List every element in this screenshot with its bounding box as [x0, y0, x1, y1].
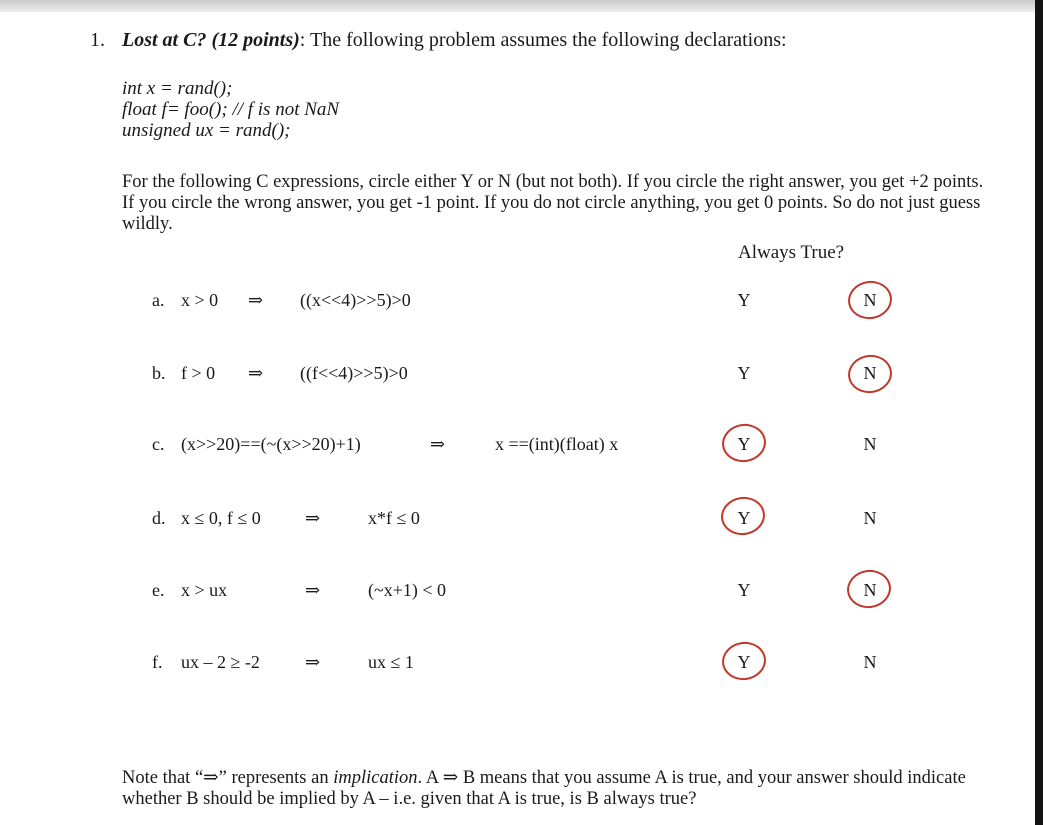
question-conclusion: x ==(int)(float) x: [495, 434, 619, 454]
problem-intro: The following problem assumes the following declarations:: [305, 29, 787, 51]
column-header-always-true: Always True?: [738, 242, 845, 263]
answer-n[interactable]: N: [863, 580, 877, 600]
answer-n[interactable]: N: [863, 508, 877, 528]
question-conclusion: ((x<<4)>>5)>0: [300, 290, 411, 310]
answer-y[interactable]: Y: [737, 652, 751, 672]
question-conclusion: x*f ≤ 0: [368, 508, 420, 528]
question-label: f.: [152, 652, 163, 672]
problem-title: Lost at C? (12 points): [122, 29, 300, 51]
note-text-start: Note that “⇒” represents an: [122, 768, 334, 788]
answer-y[interactable]: Y: [737, 508, 751, 528]
answer-y[interactable]: Y: [737, 363, 751, 383]
problem-heading: [90, 29, 787, 52]
answer-circle-mark: [720, 421, 769, 465]
declarations-block: [122, 78, 339, 141]
implies-arrow: ⇒: [305, 580, 321, 600]
answer-y[interactable]: Y: [737, 434, 751, 454]
answer-circle-mark: [720, 639, 769, 683]
question-premise: x > 0: [181, 290, 219, 310]
answer-circle-mark: [845, 567, 894, 611]
answer-y[interactable]: Y: [737, 290, 751, 310]
implication-note: [122, 768, 982, 810]
question-conclusion: (~x+1) < 0: [368, 580, 447, 600]
question-premise: x > ux: [181, 580, 228, 600]
problem-title-colon: :: [299, 29, 306, 51]
answer-n[interactable]: N: [863, 363, 877, 383]
answer-circle-mark: [846, 352, 895, 396]
answer-n[interactable]: N: [863, 290, 877, 310]
problem-number: 1.: [90, 29, 105, 51]
window-right-edge: [1035, 0, 1043, 825]
question-label: b.: [152, 363, 166, 383]
implies-arrow: ⇒: [305, 508, 321, 528]
question-conclusion: ((f<<4)>>5)>0: [300, 363, 408, 383]
question-premise: x ≤ 0, f ≤ 0: [181, 508, 261, 528]
answer-circle-mark: [719, 494, 768, 538]
declaration-line: float f= foo(); // f is not NaN: [122, 99, 340, 120]
question-premise: ux – 2 ≥ -2: [181, 652, 260, 672]
question-label: e.: [152, 580, 165, 600]
question-premise: f > 0: [181, 363, 216, 383]
instructions-text: For the following C expressions, circle either Y or N (but not both). If you circle the right answer, you get +2 points. If you circle the wrong answer, you get -1 point. If you do not circle anything, you get 0 points. So do not just guess wildly.: [122, 172, 984, 234]
declaration-line: int x = rand();: [122, 78, 233, 99]
answer-y[interactable]: Y: [737, 580, 751, 600]
implies-arrow: ⇒: [430, 434, 446, 454]
answer-n[interactable]: N: [863, 434, 877, 454]
question-label: a.: [152, 290, 165, 310]
declaration-line: unsigned ux = rand();: [122, 120, 291, 141]
question-conclusion: ux ≤ 1: [368, 652, 414, 672]
implies-arrow: ⇒: [305, 652, 321, 672]
question-label: d.: [152, 508, 166, 528]
question-premise: (x>>20)==(~(x>>20)+1): [181, 434, 361, 454]
implies-arrow: ⇒: [248, 290, 264, 310]
question-label: c.: [152, 434, 165, 454]
answer-n[interactable]: N: [863, 652, 877, 672]
note-emphasis: implication: [333, 768, 418, 788]
implies-arrow: ⇒: [248, 363, 264, 383]
window-top-edge: [0, 0, 1043, 12]
answer-circle-mark: [846, 278, 895, 322]
note-text-end: . A ⇒ B means that you assume A is true, and your answer should indicate whether B should be implied by A – i.e. given that A is true, is B always true?: [122, 768, 966, 809]
